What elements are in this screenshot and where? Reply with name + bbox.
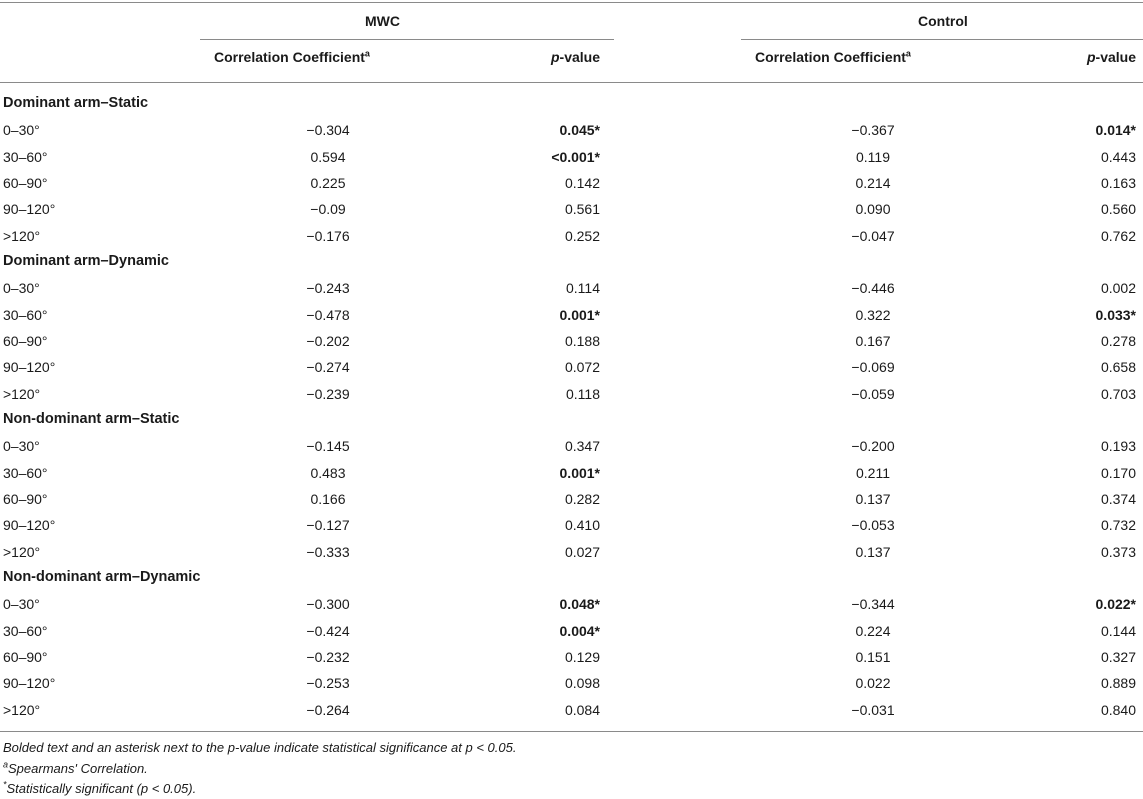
row-label: 90–120° xyxy=(3,517,56,533)
row-label: 60–90° xyxy=(3,175,48,191)
row-label: 0–30° xyxy=(3,596,40,612)
mwc-p-value: 0.561 xyxy=(564,201,600,217)
row-label: 60–90° xyxy=(3,333,48,349)
mwc-correlation: −0.424 xyxy=(306,623,350,639)
control-p-value: 0.703 xyxy=(1100,386,1136,402)
control-p-value: 0.144 xyxy=(1100,623,1136,639)
control-correlation: 0.214 xyxy=(855,175,891,191)
mwc-group-rule xyxy=(200,39,614,40)
mwc-p-value: 0.004* xyxy=(559,623,600,639)
control-correlation: 0.137 xyxy=(855,544,891,560)
row-label: 60–90° xyxy=(3,491,48,507)
mwc-p-value: 0.252 xyxy=(564,228,600,244)
control-p-value: 0.658 xyxy=(1100,359,1136,375)
mwc-correlation: −0.300 xyxy=(306,596,350,612)
table-bottom-rule xyxy=(0,731,1143,732)
control-p-value: 0.014* xyxy=(1095,122,1136,138)
control-correlation: −0.031 xyxy=(851,702,895,718)
control-correlation: 0.090 xyxy=(855,201,891,217)
footnote-spearman: $^a$Spearmans' Correlation. xyxy=(3,759,148,776)
control-correlation: −0.047 xyxy=(851,228,895,244)
row-label: >120° xyxy=(3,228,41,244)
header-bottom-rule xyxy=(0,82,1143,83)
row-label: 90–120° xyxy=(3,201,56,217)
mwc-correlation: −0.478 xyxy=(306,307,350,323)
mwc-correlation: −0.243 xyxy=(306,280,350,296)
control-correlation: 0.137 xyxy=(855,491,891,507)
mwc-correlation: 0.166 xyxy=(310,491,346,507)
control-correlation: 0.119 xyxy=(856,149,890,165)
mwc-correlation: −0.09 xyxy=(310,201,346,217)
row-label: 60–90° xyxy=(3,649,48,665)
control-p-value: 0.170 xyxy=(1100,465,1136,481)
mwc-correlation: −0.202 xyxy=(306,333,350,349)
control-correlation: −0.200 xyxy=(851,438,895,454)
control-correlation: 0.167 xyxy=(855,333,891,349)
row-label: 30–60° xyxy=(3,307,48,323)
mwc-correlation: 0.483 xyxy=(310,465,346,481)
control-p-value: 0.889 xyxy=(1100,675,1136,691)
mwc-p-value: 0.282 xyxy=(564,491,600,507)
mwc-p-value: 0.142 xyxy=(564,175,600,191)
control-correlation: 0.211 xyxy=(856,465,890,481)
mwc-p-value: <0.001* xyxy=(551,149,600,165)
mwc-p-value: 0.118 xyxy=(566,386,600,402)
mwc-p-value: 0.072 xyxy=(564,359,600,375)
mwc-correlation: −0.333 xyxy=(306,544,350,560)
mwc-p-value: 0.001* xyxy=(559,307,600,323)
mwc-p-value: 0.410 xyxy=(564,517,600,533)
mwc-correlation: −0.253 xyxy=(306,675,350,691)
footnote-significance: Bolded text and an asterisk next to the p-value indicate statistical significance at p < 0.05. xyxy=(3,740,517,755)
section-title: Non-dominant arm–Static xyxy=(3,411,180,427)
mwc-correlation: −0.127 xyxy=(306,517,350,533)
control-correlation: −0.344 xyxy=(851,596,895,612)
mwc-correlation: 0.594 xyxy=(310,149,346,165)
control-p-value: 0.374 xyxy=(1100,491,1136,507)
mwc-p-header: p-value xyxy=(550,49,600,65)
control-correlation: 0.022 xyxy=(855,675,891,691)
mwc-correlation: −0.264 xyxy=(306,702,350,718)
control-correlation: −0.059 xyxy=(851,386,895,402)
mwc-correlation: −0.304 xyxy=(306,122,350,138)
mwc-p-value: 0.084 xyxy=(564,702,600,718)
control-p-value: 0.443 xyxy=(1100,149,1136,165)
section-title: Dominant arm–Static xyxy=(3,95,149,111)
control-corr-header: Correlation Coefficient$^a$ xyxy=(755,48,911,65)
mwc-correlation: −0.176 xyxy=(306,228,350,244)
mwc-p-value: 0.045* xyxy=(559,122,600,138)
table-top-rule xyxy=(0,2,1143,3)
group-header-mwc: MWC xyxy=(365,13,400,29)
control-p-header: p-value xyxy=(1086,49,1136,65)
control-p-value: 0.373 xyxy=(1100,544,1136,560)
footnote-asterisk: *Statistically significant (p < 0.05). xyxy=(3,779,197,796)
control-correlation: −0.069 xyxy=(851,359,895,375)
row-label: 90–120° xyxy=(3,359,56,375)
mwc-p-value: 0.114 xyxy=(566,280,600,296)
control-p-value: 0.278 xyxy=(1100,333,1136,349)
mwc-correlation: −0.274 xyxy=(306,359,350,375)
row-label: 0–30° xyxy=(3,280,40,296)
row-label: >120° xyxy=(3,702,41,718)
control-p-value: 0.762 xyxy=(1100,228,1136,244)
group-header-control: Control xyxy=(918,13,968,29)
control-p-value: 0.022* xyxy=(1095,596,1136,612)
row-label: 30–60° xyxy=(3,465,48,481)
mwc-p-value: 0.188 xyxy=(564,333,600,349)
control-p-value: 0.163 xyxy=(1100,175,1136,191)
control-correlation: 0.151 xyxy=(855,649,891,665)
control-correlation: 0.322 xyxy=(855,307,891,323)
control-group-rule xyxy=(741,39,1143,40)
control-correlation: 0.224 xyxy=(855,623,891,639)
control-correlation: −0.446 xyxy=(851,280,895,296)
control-p-value: 0.193 xyxy=(1100,438,1136,454)
control-p-value: 0.002 xyxy=(1100,280,1136,296)
row-label: 90–120° xyxy=(3,675,56,691)
section-title: Dominant arm–Dynamic xyxy=(3,253,169,269)
mwc-correlation: 0.225 xyxy=(310,175,346,191)
control-correlation: −0.053 xyxy=(851,517,895,533)
mwc-correlation: −0.239 xyxy=(306,386,350,402)
mwc-p-value: 0.129 xyxy=(564,649,600,665)
mwc-correlation: −0.145 xyxy=(306,438,350,454)
row-label: 30–60° xyxy=(3,149,48,165)
row-label: 0–30° xyxy=(3,438,40,454)
mwc-p-value: 0.347 xyxy=(564,438,600,454)
mwc-p-value: 0.048* xyxy=(559,596,600,612)
control-correlation: −0.367 xyxy=(851,122,895,138)
row-label: >120° xyxy=(3,386,41,402)
row-label: >120° xyxy=(3,544,41,560)
mwc-p-value: 0.098 xyxy=(564,675,600,691)
row-label: 30–60° xyxy=(3,623,48,639)
control-p-value: 0.033* xyxy=(1095,307,1136,323)
control-p-value: 0.732 xyxy=(1100,517,1136,533)
control-p-value: 0.840 xyxy=(1100,702,1136,718)
mwc-p-value: 0.001* xyxy=(559,465,600,481)
mwc-correlation: −0.232 xyxy=(306,649,350,665)
control-p-value: 0.327 xyxy=(1100,649,1136,665)
row-label: 0–30° xyxy=(3,122,40,138)
mwc-p-value: 0.027 xyxy=(564,544,600,560)
control-p-value: 0.560 xyxy=(1100,201,1136,217)
section-title: Non-dominant arm–Dynamic xyxy=(3,569,201,585)
mwc-corr-header: Correlation Coefficient$^a$ xyxy=(214,48,370,65)
